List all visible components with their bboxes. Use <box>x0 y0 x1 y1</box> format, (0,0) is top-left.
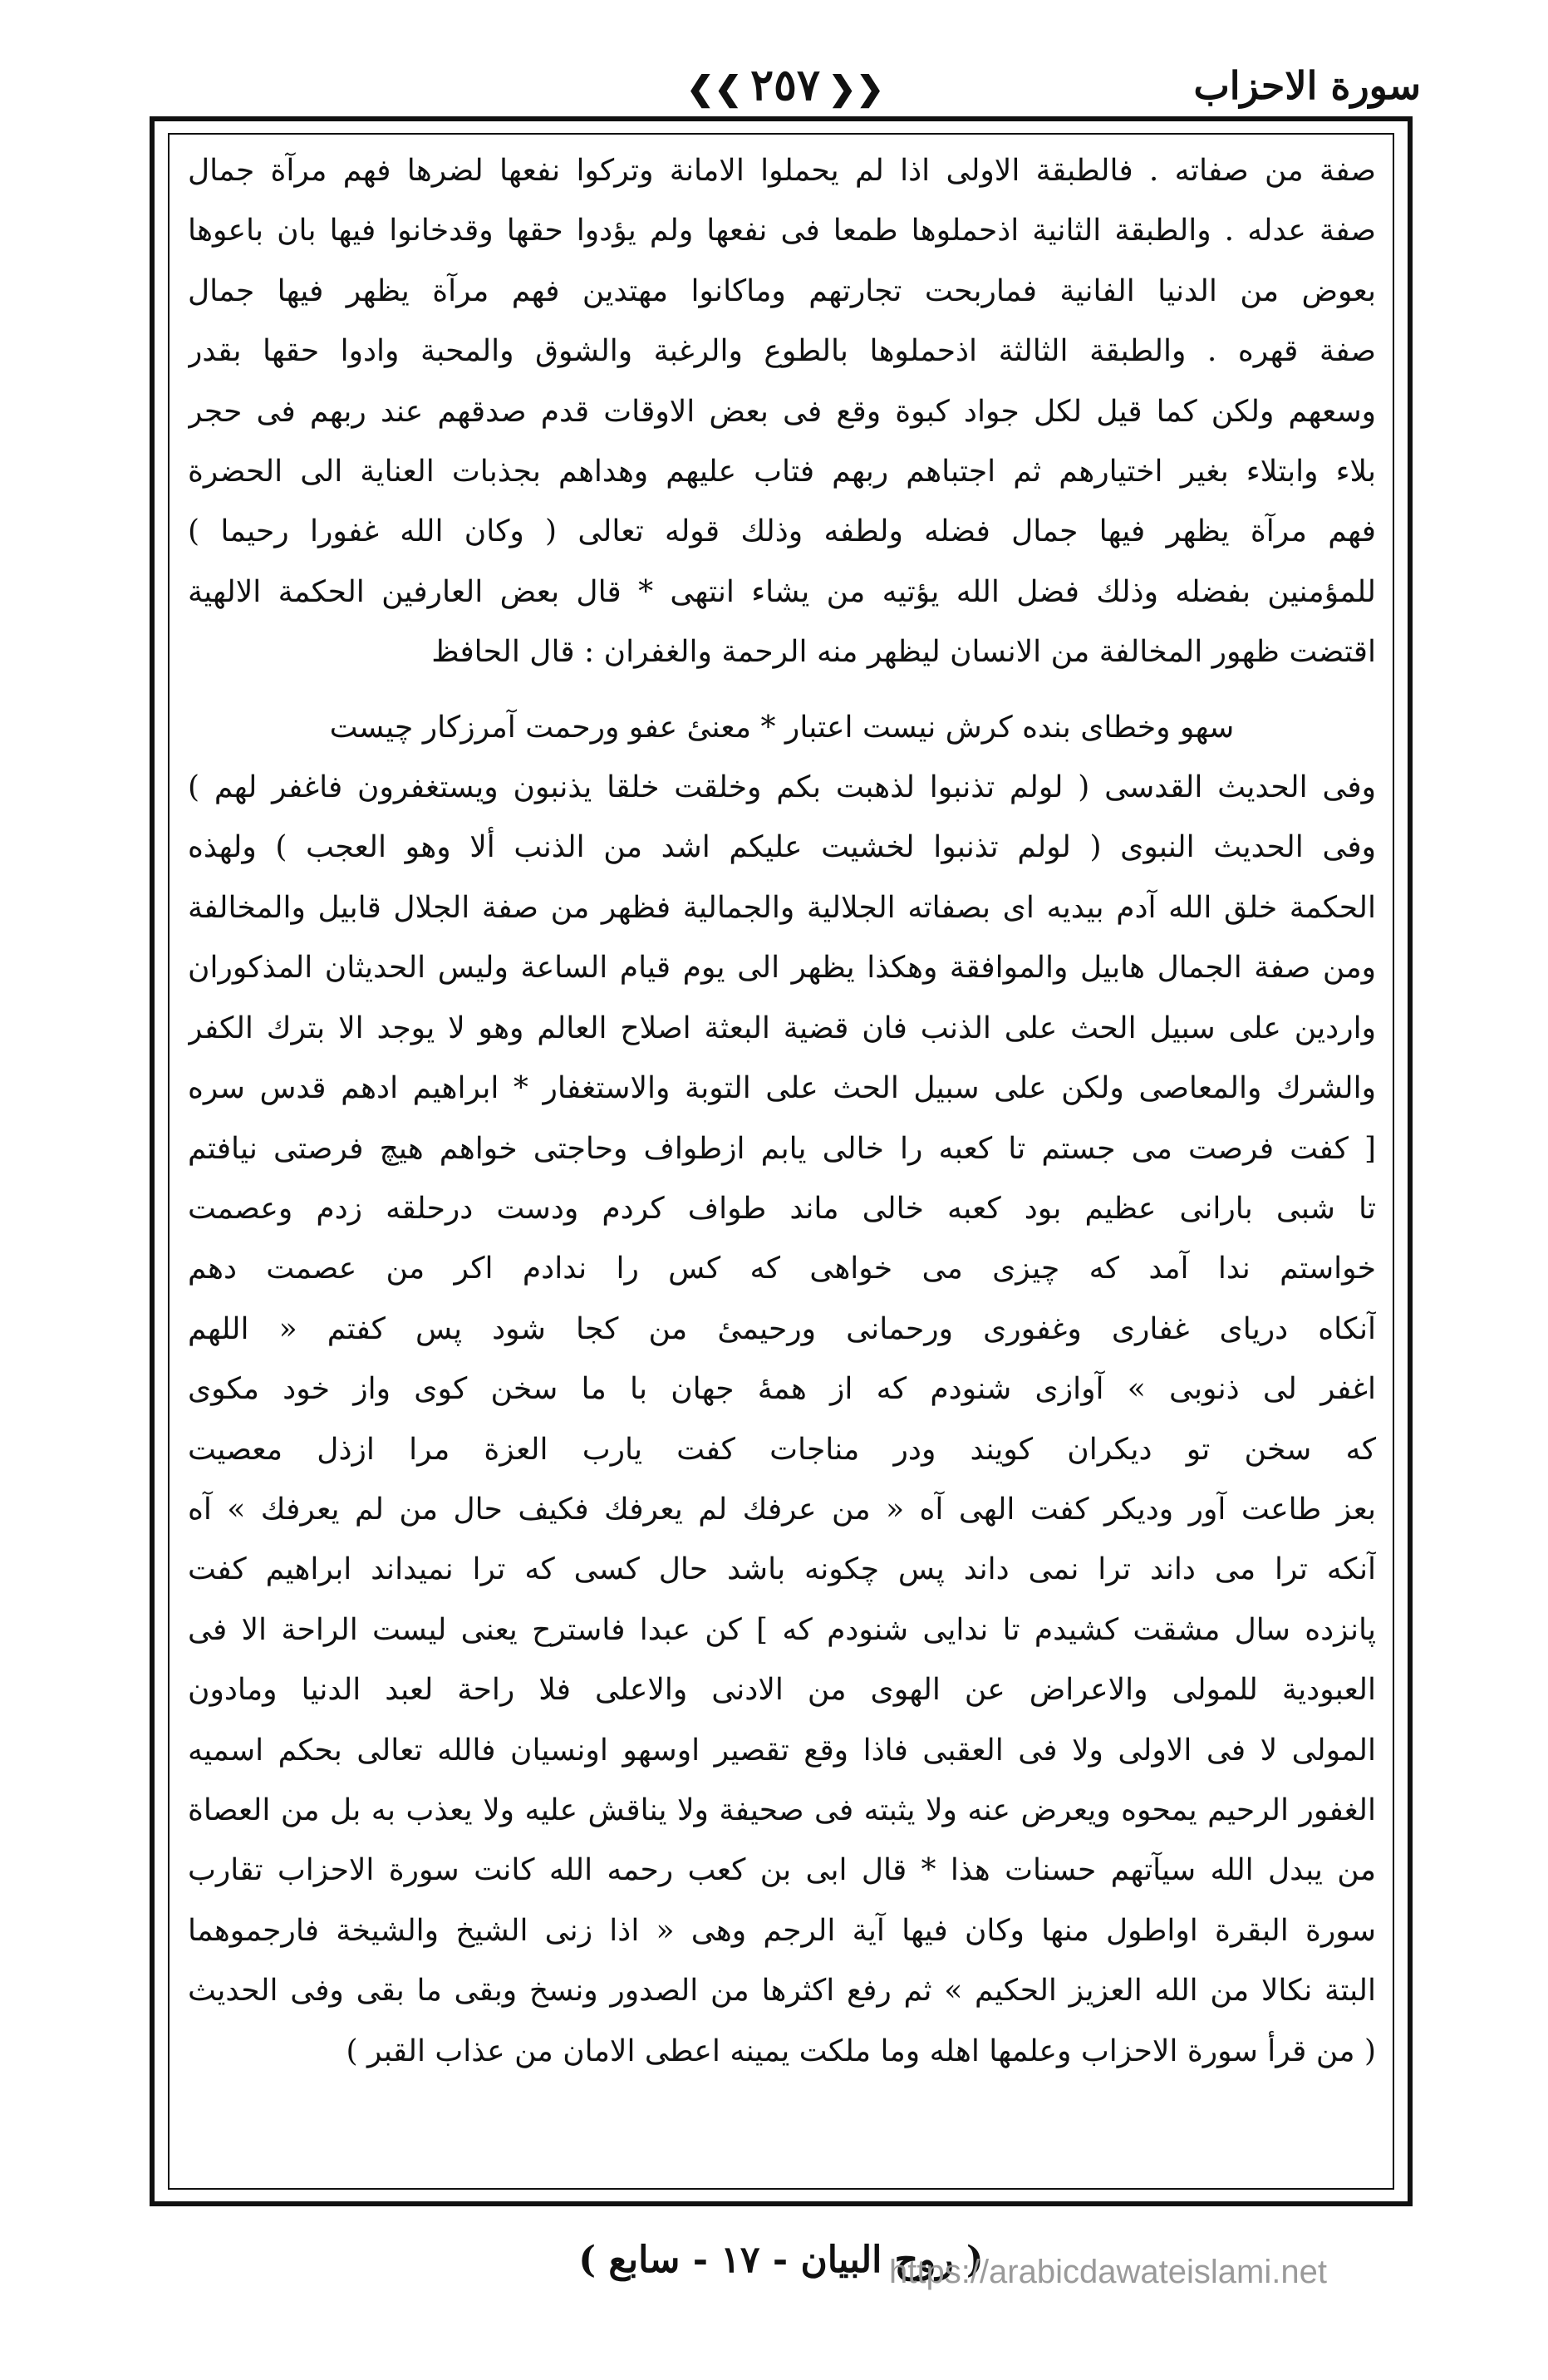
text-line: سورة البقرة اواطول منها وكان فيها آية الرجم وهى « اذا زنى الشيخ والشيخة فارجموهما <box>188 1913 1376 1948</box>
text-line: اقتضت ظهور المخالفة من الانسان ليظهر منه الرحمة والغفران : قال الحافظ <box>431 635 1376 670</box>
text-line: الحكمة خلق الله آدم بيديه اى بصفاته الجلالية والجمالية فظهر من صفة الجلال قابيل والمخالفة <box>188 890 1376 925</box>
text-line: وفى الحديث القدسى ( لولم تذنبوا لذهبت بكم وخلقت خلقا يذنبون ويستغفرون فاغفر لهم ) <box>188 770 1376 805</box>
text-line: خواستم ندا آمد كه چيزى مى خواهى كه كس را ندادم اكر من عصمت دهم <box>188 1251 1376 1286</box>
text-line: بعوض من الدنيا الفانية فماربحت تجارتهم وماكانوا مهتدين فهم مرآة يظهر فيها جمال <box>188 273 1376 308</box>
text-line: الغفور الرحيم يمحوه ويعرض عنه ولا يثبته فى صحيفة ولا يناقش عليه ولا يعذب به بل من العصاة <box>188 1792 1376 1827</box>
text-line: بعز طاعت آور وديكر كفت الهى آه « من عرفك لم يعرفك فكيف حال من لم يعرفك » آه <box>188 1492 1376 1527</box>
text-line: آنكه ترا مى داند ترا نمى داند پس چكونه باشد حال كسى كه ترا نميداند ابراهيم كفت <box>188 1552 1376 1587</box>
text-line: وفى الحديث النبوى ( لولم تذنبوا لخشيت عليكم اشد من الذنب ألا وهو العجب ) ولهذه <box>188 830 1376 865</box>
paragraph-gap <box>188 683 1376 698</box>
text-line: صفة من صفاته . فالطبقة الاولى اذا لم يحملوا الامانة وتركوا نفعها لضرها فهم مرآة جمال <box>188 154 1376 188</box>
surah-title: سورة الاحزاب <box>1193 63 1421 108</box>
text-line: بلاء وابتلاء بغير اختيارهم ثم اجتباهم ربهم فتاب عليهم وهداهم بجذبات العناية الى الحضرة <box>188 455 1376 489</box>
text-line: العبودية للمولى والاعراض عن الهوى من الادنى والاعلى فلا راحة لعبد الدنيا ومادون <box>188 1673 1376 1708</box>
book-signature: ( روح البيان - ١٧ - سابع ) <box>578 2239 984 2281</box>
text-line: اغفر لى ذنوبى » آوازى شنودم كه از همهٔ جهان با ما سخن كوى واز خود مكوى <box>188 1372 1376 1407</box>
text-line: ومن صفة الجمال هابيل والموافقة وهكذا يظهر الى يوم قيام الساعة وليس الحديثان المذكوران <box>188 951 1376 986</box>
text-line: كه سخن تو ديكران كويند ودر مناجات كفت يارب العزة مرا ازذل معصيت <box>188 1432 1376 1467</box>
text-line: صفة عدله . والطبقة الثانية اذحملوها طمعا فى نفعها ولم يؤدوا حقها وقدخانوا فيها بان باعوها <box>188 214 1376 248</box>
poem-verse: سهو وخطاى بنده كرش نيست اعتبار * معنىٔ عفو ورحمت آمرزكار چيست <box>329 710 1235 745</box>
text-line: وسعهم ولكن كما قيل لكل جواد كبوة وقع فى بعض الاوقات قدم صدقهم عند ربهم فى حجر <box>188 394 1376 429</box>
text-line: پانزده سال مشقت كشيدم تا ندايى شنودم كه ] كن عبدا فاسترح يعنى ليست الراحة الا فى <box>188 1612 1376 1647</box>
text-line: صفة قهره . والطبقة الثالثة اذحملوها بالطوع والرغبة والشوق والمحبة وادوا حقها بقدر <box>188 334 1376 369</box>
text-line: من يبدل الله سيآتهم حسنات هذا * قال ابى بن كعب رحمه الله كانت سورة الاحزاب تقارب <box>188 1853 1376 1888</box>
ornament-left-icon: ❯❯ <box>686 69 743 108</box>
website-watermark: https://arabicdawateislami.net <box>889 2254 1327 2290</box>
text-line: والشرك والمعاصى ولكن على سبيل الحث على التوبة والاستغفار * ابراهيم ادهم قدس سره <box>188 1071 1376 1106</box>
text-line: البتة نكالا من الله العزيز الحكيم » ثم رفع اكثرها من الصدور ونسخ وبقى ما بقى وفى الحديث <box>188 1974 1376 2009</box>
page-number-value: ٢٥٧ <box>750 60 820 111</box>
ornament-right-icon: ❮❮ <box>828 69 884 108</box>
text-line: [ كفت فرصت مى جستم تا كعبه را خالى يابم ازطواف وحاجتى خواهم هيچ فرصتى نيافتم <box>188 1131 1376 1166</box>
text-line: للمؤمنين بفضله وذلك فضل الله يؤتيه من يشاء انتهى * قال بعض العارفين الحكمة الالهية <box>188 574 1376 609</box>
text-line: المولى لا فى الاولى ولا فى العقبى فاذا وقع تقصير اوسهو اونسيان فالله تعالى بحكم اسميه <box>188 1733 1376 1768</box>
text-line: واردين على سبيل الحث على الذنب فان قضية البعثة اصلاح العالم وهو لا يوجد الا بترك الكفر <box>188 1011 1376 1045</box>
text-line: فهم مرآة يظهر فيها جمال فضله ولطفه وذلك قوله تعالى ( وكان الله غفورا رحيما ) <box>188 514 1376 549</box>
text-line: آنكاه درياى غفارى وغفورى ورحمانى ورحيمىٔ من كجا شود پس كفتم « اللهم <box>188 1311 1376 1346</box>
main-text-block <box>188 141 1376 2181</box>
text-line: ( من قرأ سورة الاحزاب وعلمها اهله وما ملكت يمينه اعطى الامان من عذاب القبر ) <box>346 2033 1376 2068</box>
text-line: تا شبى بارانى عظيم بود كعبه خالى ماند طواف كردم ودست درحلقه زدم وعصمت <box>188 1191 1376 1226</box>
page-number <box>678 60 892 111</box>
